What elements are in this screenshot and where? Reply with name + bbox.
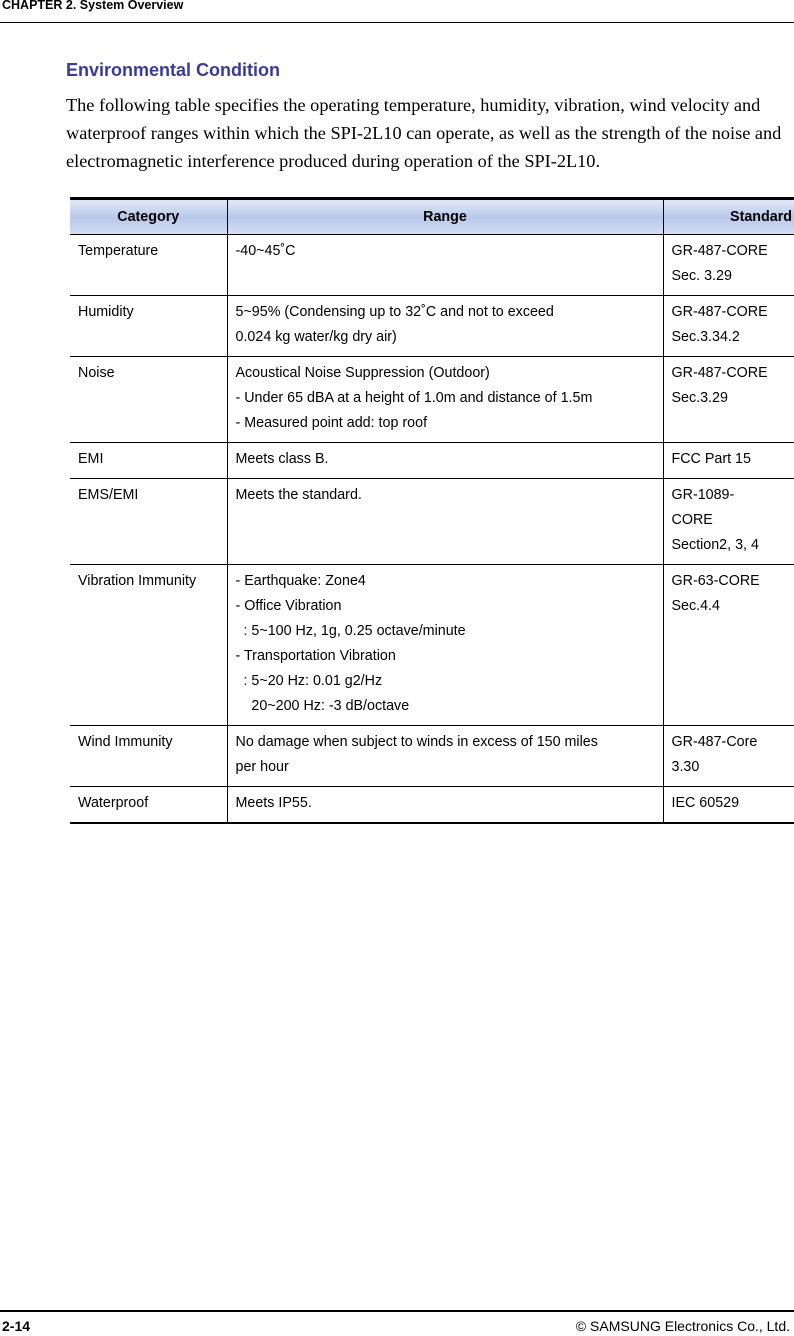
standard-line: 3.30 [671, 759, 700, 775]
standard-line: Sec. 3.29 [671, 268, 732, 284]
range-line: Acoustical Noise Suppression (Outdoor) [235, 365, 490, 381]
cell-category: Temperature [78, 243, 159, 259]
table-body [70, 235, 794, 824]
table-row [70, 726, 794, 787]
cell-category: EMS/EMI [78, 487, 139, 503]
cell-category: EMI [78, 451, 104, 467]
footer-divider [0, 1310, 794, 1312]
cell-standard [663, 443, 794, 479]
table-row [70, 479, 794, 565]
standard-line: Section2, 3, 4 [671, 537, 759, 553]
cell-category: Waterproof [78, 795, 149, 811]
range-line: : 5~100 Hz, 1g, 0.25 octave/minute [235, 623, 466, 639]
standard-line: CORE [671, 512, 713, 528]
column-header-category: Category [70, 199, 227, 235]
table-header-row [70, 199, 794, 235]
cell-standard [663, 726, 794, 787]
range-line: - Transportation Vibration [235, 648, 396, 664]
cell-category: Vibration Immunity [78, 573, 197, 589]
cell-range [227, 235, 663, 296]
range-line: Meets the standard. [235, 487, 362, 503]
range-line: - Earthquake: Zone4 [235, 573, 366, 589]
standard-line: Sec.4.4 [671, 598, 720, 614]
header-divider [0, 22, 794, 23]
standard-line: GR-1089- [671, 487, 735, 503]
cell-range [227, 787, 663, 824]
cell-range [227, 296, 663, 357]
cell-standard [663, 235, 794, 296]
cell-standard [663, 296, 794, 357]
standard-line: IEC 60529 [671, 795, 740, 811]
standard-line: FCC Part 15 [671, 451, 751, 467]
range-line: per hour [235, 759, 289, 775]
copyright: © SAMSUNG Electronics Co., Ltd. [575, 1318, 790, 1334]
table-row [70, 296, 794, 357]
table-row [70, 787, 794, 824]
table-row [70, 443, 794, 479]
environment-table [70, 197, 794, 824]
column-header-range: Range [227, 199, 663, 235]
intro-paragraph: The following table specifies the operating temperature, humidity, vibration, wind velocity and waterproof ranges within which the SPI-2L10 can operate, as well as the strength of the noise and electromagnetic interference produced during operation of the SPI-2L10. [66, 95, 782, 171]
cell-category: Wind Immunity [78, 734, 173, 750]
chapter-header: CHAPTER 2. System Overview [2, 0, 184, 12]
cell-standard [663, 357, 794, 443]
standard-line: Sec.3.29 [671, 390, 728, 406]
cell-range [227, 565, 663, 726]
standard-line: GR-487-CORE [671, 304, 768, 320]
range-line: - Office Vibration [235, 598, 342, 614]
range-line: - Measured point add: top roof [235, 415, 428, 431]
range-line: - Under 65 dBA at a height of 1.0m and distance of 1.5m [235, 390, 593, 406]
table-row [70, 235, 794, 296]
standard-line: GR-487-CORE [671, 243, 768, 259]
cell-standard [663, 565, 794, 726]
range-line: No damage when subject to winds in excess of 150 miles [235, 734, 598, 750]
cell-standard [663, 479, 794, 565]
section-title: Environmental Condition [66, 60, 280, 80]
range-line: Meets class B. [235, 451, 329, 467]
range-line: 0.024 kg water/kg dry air) [235, 329, 397, 345]
table-row [70, 357, 794, 443]
cell-range [227, 357, 663, 443]
range-line: 5~95% (Condensing up to 32˚C and not to exceed [235, 304, 554, 320]
cell-category: Humidity [78, 304, 134, 320]
range-line: -40~45˚C [235, 243, 296, 259]
cell-range [227, 479, 663, 565]
standard-line: Sec.3.34.2 [671, 329, 740, 345]
column-header-standard: Standard [663, 199, 794, 235]
cell-range [227, 726, 663, 787]
cell-range [227, 443, 663, 479]
standard-line: GR-487-Core [671, 734, 758, 750]
cell-standard [663, 787, 794, 824]
cell-category: Noise [78, 365, 115, 381]
page-number: 2-14 [2, 1318, 31, 1334]
range-line: 20~200 Hz: -3 dB/octave [235, 698, 410, 714]
table-row [70, 565, 794, 726]
standard-line: GR-63-CORE [671, 573, 760, 589]
range-line: : 5~20 Hz: 0.01 g2/Hz [235, 673, 383, 689]
standard-line: GR-487-CORE [671, 365, 768, 381]
range-line: Meets IP55. [235, 795, 312, 811]
